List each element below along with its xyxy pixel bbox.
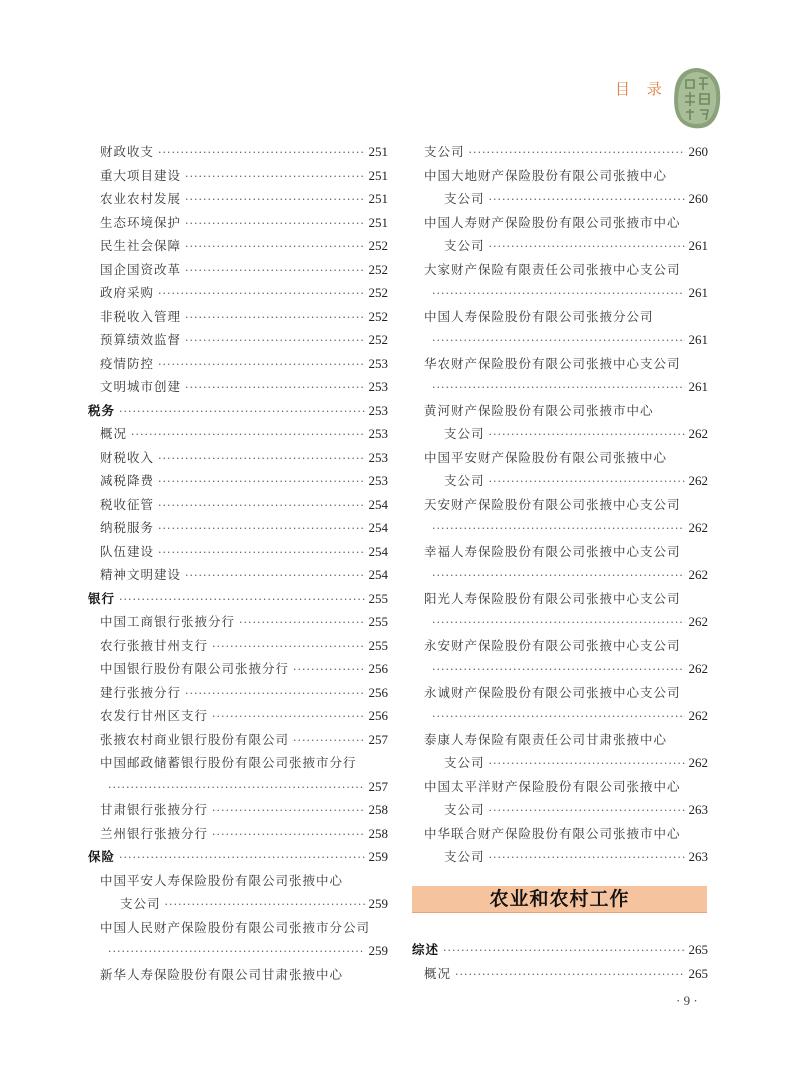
toc-page-number: 263 (688, 802, 708, 817)
toc-entry (428, 565, 708, 585)
toc-entry-title: 中国大地财产保险股份有限公司张掖中心 (424, 167, 668, 183)
toc-page-number: 258 (368, 825, 388, 841)
toc-entry (424, 166, 708, 186)
toc-leader-dots (489, 472, 685, 492)
toc-entry (100, 965, 388, 985)
toc-leader-dots (469, 143, 685, 163)
toc-entry (100, 307, 388, 327)
toc-entry-title: 概况 (424, 965, 452, 981)
toc-page-number: 253 (368, 355, 388, 371)
toc-entry-title: 中国邮政储蓄银行股份有限公司张掖市分行 (100, 755, 357, 770)
toc-leader-dots (489, 190, 685, 210)
toc-page-number: 251 (368, 144, 388, 159)
toc-entry (424, 495, 708, 515)
toc-entry (120, 894, 388, 914)
toc-page-number: 251 (368, 167, 388, 183)
toc-page-number: 259 (368, 943, 388, 958)
toc-page-number: 252 (368, 285, 388, 300)
toc-page-number: 254 (368, 496, 388, 512)
toc-entry (100, 824, 388, 844)
toc-entry (100, 495, 388, 515)
toc-entry-title: 支公司 (444, 238, 485, 253)
toc-leader-dots (158, 543, 364, 563)
toc-page-number: 257 (368, 778, 388, 794)
toc-entry-title: 国企国资改革 (100, 261, 182, 277)
toc-entry-title: 兰州银行张掖分行 (100, 825, 209, 841)
toc-entry (100, 518, 388, 538)
section-banner: 农业和农村工作 (412, 886, 707, 913)
toc-entry (424, 777, 708, 797)
toc-leader-dots (158, 355, 364, 375)
toc-entry (100, 659, 388, 679)
toc-leader-dots (108, 942, 365, 962)
toc-section-entry (88, 847, 388, 867)
toc-leader-dots (119, 848, 364, 868)
toc-page-number: 261 (688, 379, 708, 394)
toc-entry-title: 文明城市创建 (100, 379, 182, 394)
toc-entry (100, 636, 388, 656)
toc-entry-title: 农行张掖甘州支行 (100, 637, 209, 653)
toc-entry-title: 税收征管 (100, 496, 155, 512)
toc-leader-dots (185, 261, 364, 281)
toc-entry (424, 683, 708, 703)
toc-leader-dots (119, 402, 364, 422)
toc-page-number: 262 (688, 661, 708, 676)
toc-leader-dots (432, 378, 685, 398)
toc-entry (100, 330, 388, 350)
toc-entry (424, 636, 708, 656)
toc-entry-title: 泰康人寿保险有限责任公司甘肃张掖中心 (424, 731, 668, 747)
toc-leader-dots (158, 472, 364, 492)
toc-entry (100, 448, 388, 468)
toc-leader-dots (185, 684, 364, 704)
toc-entry (104, 777, 388, 797)
seal-stamp-icon (672, 66, 722, 130)
toc-leader-dots (293, 660, 364, 680)
toc-entry-title: 支公司 (444, 473, 485, 488)
toc-entry (100, 142, 388, 162)
toc-page-number: 252 (368, 238, 388, 253)
toc-entry-title: 支公司 (444, 755, 485, 770)
toc-entry (424, 589, 708, 609)
toc-leader-dots (158, 496, 364, 516)
toc-entry-title: 大家财产保险有限责任公司张掖中心支公司 (424, 261, 681, 277)
toc-entry (100, 166, 388, 186)
toc-leader-dots (489, 848, 685, 868)
toc-page-number: 258 (368, 802, 388, 817)
toc-entry-title: 中国平安财产保险股份有限公司张掖中心 (424, 449, 668, 465)
toc-leader-dots (455, 965, 684, 985)
toc-page-number: 253 (368, 473, 388, 488)
toc-entry-title: 预算绩效监督 (100, 332, 182, 347)
toc-entry-title: 甘肃银行张掖分行 (100, 802, 209, 817)
toc-leader-dots (158, 519, 364, 539)
toc-leader-dots (239, 613, 364, 633)
toc-page-number: 261 (688, 285, 708, 300)
toc-entry (444, 236, 708, 256)
toc-page-number: 251 (368, 191, 388, 206)
toc-entry-title: 农业农村发展 (100, 191, 182, 206)
toc-page-number: 261 (688, 332, 708, 347)
toc-entry (424, 448, 708, 468)
toc-entry-title: 中国平安人寿保险股份有限公司张掖中心 (100, 872, 344, 888)
toc-entry-title: 民生社会保障 (100, 238, 182, 253)
toc-entry (100, 213, 388, 233)
toc-entry (100, 871, 388, 891)
toc-entry-title: 保险 (88, 849, 116, 864)
toc-entry (100, 612, 388, 632)
toc-entry (100, 918, 388, 938)
toc-leader-dots (185, 167, 364, 187)
toc-entry (100, 283, 388, 303)
toc-entry-title: 华农财产保险股份有限公司张掖中心支公司 (424, 355, 681, 371)
toc-entry-title: 建行张掖分行 (100, 684, 182, 700)
toc-page-number: 252 (368, 308, 388, 324)
toc-entry-title: 综述 (412, 942, 440, 957)
toc-entry-title: 精神文明建设 (100, 567, 182, 582)
toc-page-number: 262 (688, 520, 708, 535)
toc-leader-dots (212, 707, 364, 727)
toc-entry (428, 377, 708, 397)
toc-leader-dots (185, 331, 364, 351)
toc-page-number: 254 (368, 567, 388, 582)
toc-page-number: 262 (688, 614, 708, 629)
toc-leader-dots (185, 190, 364, 210)
toc-leader-dots (489, 425, 685, 445)
toc-page-number: 260 (688, 144, 708, 159)
toc-entry (100, 706, 388, 726)
toc-leader-dots (489, 754, 685, 774)
toc-leader-dots (158, 143, 364, 163)
toc-page-number: 253 (368, 379, 388, 394)
toc-entry-title: 中国工商银行张掖分行 (100, 614, 236, 629)
toc-page-number: 253 (368, 426, 388, 441)
toc-entry (424, 401, 708, 421)
toc-entry (424, 142, 708, 162)
toc-leader-dots (185, 214, 364, 234)
toc-entry (424, 824, 708, 844)
toc-leader-dots (108, 778, 365, 798)
toc-entry (424, 354, 708, 374)
toc-page-number: 259 (368, 849, 388, 864)
toc-leader-dots (293, 731, 364, 751)
toc-leader-dots (185, 566, 364, 586)
toc-leader-dots (212, 801, 364, 821)
toc-section-entry (88, 401, 388, 421)
toc-page-number: 257 (368, 731, 388, 747)
toc-page-number: 255 (368, 637, 388, 653)
toc-leader-dots (432, 566, 685, 586)
toc-entry (444, 471, 708, 491)
toc-entry-title: 支公司 (444, 849, 485, 864)
toc-page-number: 262 (688, 755, 708, 770)
toc-entry-title: 中国人民财产保险股份有限公司张掖市分公司 (100, 919, 371, 935)
toc-page-number: 262 (688, 567, 708, 582)
toc-entry-title: 队伍建设 (100, 543, 155, 559)
toc-leader-dots (432, 331, 685, 351)
toc-page-number: 260 (688, 191, 708, 206)
toc-entry-title: 支公司 (444, 426, 485, 441)
toc-entry (100, 236, 388, 256)
toc-page-number: 254 (368, 520, 388, 535)
toc-page-number: 251 (368, 214, 388, 230)
toc-leader-dots (432, 660, 685, 680)
toc-entry-title: 支公司 (424, 144, 465, 159)
toc-entry-title: 税务 (88, 402, 116, 418)
toc-entry (444, 189, 708, 209)
toc-entry-title: 幸福人寿保险股份有限公司张掖中心支公司 (424, 543, 681, 559)
toc-entry-title: 中国银行股份有限公司张掖分行 (100, 661, 290, 676)
toc-entry (424, 730, 708, 750)
toc-entry-title: 财政收支 (100, 144, 155, 159)
toc-page-number: 256 (368, 661, 388, 676)
section-header-title: 目 录 (615, 80, 668, 98)
toc-leader-dots (165, 895, 365, 915)
toc-page-number: 259 (368, 896, 388, 911)
toc-entry-title: 天安财产保险股份有限公司张掖中心支公司 (424, 496, 681, 512)
toc-page-number: 263 (688, 849, 708, 864)
toc-entry (424, 260, 708, 280)
toc-page-number: 252 (368, 332, 388, 347)
toc-leader-dots (432, 284, 685, 304)
toc-page-number: 262 (688, 708, 708, 723)
toc-entry (100, 354, 388, 374)
toc-entry-title: 永安财产保险股份有限公司张掖中心支公司 (424, 637, 681, 653)
toc-entry (104, 941, 388, 961)
toc-leader-dots (158, 449, 364, 469)
toc-entry-title: 非税收入管理 (100, 308, 182, 324)
toc-entry (428, 706, 708, 726)
toc-entry (100, 260, 388, 280)
toc-entry-title: 农发行甘州区支行 (100, 708, 209, 723)
toc-entry-title: 中国人寿财产保险股份有限公司张掖市中心 (424, 214, 681, 230)
toc-entry (100, 800, 388, 820)
toc-leader-dots (131, 425, 364, 445)
toc-entry (424, 213, 708, 233)
toc-leader-dots (489, 237, 685, 257)
toc-leader-dots (158, 284, 364, 304)
toc-section-entry (412, 940, 708, 960)
toc-entry (428, 283, 708, 303)
toc-leader-dots (119, 590, 364, 610)
toc-section-entry (88, 589, 388, 609)
toc-entry-title: 张掖农村商业银行股份有限公司 (100, 731, 290, 747)
toc-page-number: 253 (368, 402, 388, 418)
toc-leader-dots (185, 378, 364, 398)
toc-entry-title: 政府采购 (100, 285, 155, 300)
toc-entry (100, 377, 388, 397)
toc-entry-title: 中华联合财产保险股份有限公司张掖市中心 (424, 825, 681, 841)
toc-entry (100, 683, 388, 703)
toc-entry (428, 659, 708, 679)
toc-entry-title: 概况 (100, 426, 128, 441)
toc-page-number: 262 (688, 426, 708, 441)
toc-page-number: 261 (688, 238, 708, 253)
toc-entry-title: 纳税服务 (100, 520, 155, 535)
toc-entry-title: 疫情防控 (100, 355, 155, 371)
toc-page-number: 265 (688, 942, 708, 957)
toc-page-number: 262 (688, 473, 708, 488)
toc-entry-title: 中国人寿保险股份有限公司张掖分公司 (424, 308, 654, 324)
toc-leader-dots (185, 237, 364, 257)
toc-entry (444, 800, 708, 820)
toc-page-number: 252 (368, 261, 388, 277)
toc-entry-title: 银行 (88, 590, 116, 606)
toc-entry (100, 730, 388, 750)
toc-page-number: 254 (368, 543, 388, 559)
toc-entry-title: 重大项目建设 (100, 167, 182, 183)
toc-entry (444, 424, 708, 444)
toc-entry (100, 565, 388, 585)
toc-entry (424, 307, 708, 327)
toc-entry-title: 财税收入 (100, 449, 155, 465)
toc-entry-title: 永诚财产保险股份有限公司张掖中心支公司 (424, 684, 681, 700)
toc-entry (424, 964, 708, 984)
toc-entry (444, 753, 708, 773)
toc-page-number: 253 (368, 449, 388, 465)
toc-leader-dots (489, 801, 685, 821)
toc-entry (100, 189, 388, 209)
toc-entry-title: 阳光人寿保险股份有限公司张掖中心支公司 (424, 590, 681, 606)
toc-entry (428, 518, 708, 538)
toc-entry (424, 542, 708, 562)
toc-entry (100, 542, 388, 562)
toc-page-number: 255 (368, 614, 388, 629)
toc-entry-title: 新华人寿保险股份有限公司甘肃张掖中心 (100, 966, 344, 982)
page-number: · 9 · (676, 993, 698, 1008)
toc-entry-title: 黄河财产保险股份有限公司张掖市中心 (424, 402, 654, 418)
toc-leader-dots (432, 519, 685, 539)
toc-entry-title: 生态环境保护 (100, 214, 182, 230)
toc-page-number: 255 (368, 590, 388, 606)
toc-entry-title: 中国太平洋财产保险股份有限公司张掖中心 (424, 778, 681, 794)
toc-leader-dots (432, 707, 685, 727)
toc-entry (100, 471, 388, 491)
toc-entry (100, 424, 388, 444)
toc-entry-title: 支公司 (444, 802, 485, 817)
toc-leader-dots (443, 941, 684, 961)
toc-entry (100, 753, 388, 773)
toc-entry (444, 847, 708, 867)
toc-leader-dots (212, 825, 364, 845)
toc-page-number: 256 (368, 684, 388, 700)
toc-entry-title: 支公司 (120, 896, 161, 911)
toc-entry (428, 612, 708, 632)
toc-page-number: 265 (688, 965, 708, 981)
toc-page-number: 256 (368, 708, 388, 723)
toc-entry-title: 减税降费 (100, 473, 155, 488)
toc-leader-dots (432, 613, 685, 633)
toc-leader-dots (212, 637, 364, 657)
toc-leader-dots (185, 308, 364, 328)
toc-entry-title: 支公司 (444, 191, 485, 206)
toc-entry (428, 330, 708, 350)
